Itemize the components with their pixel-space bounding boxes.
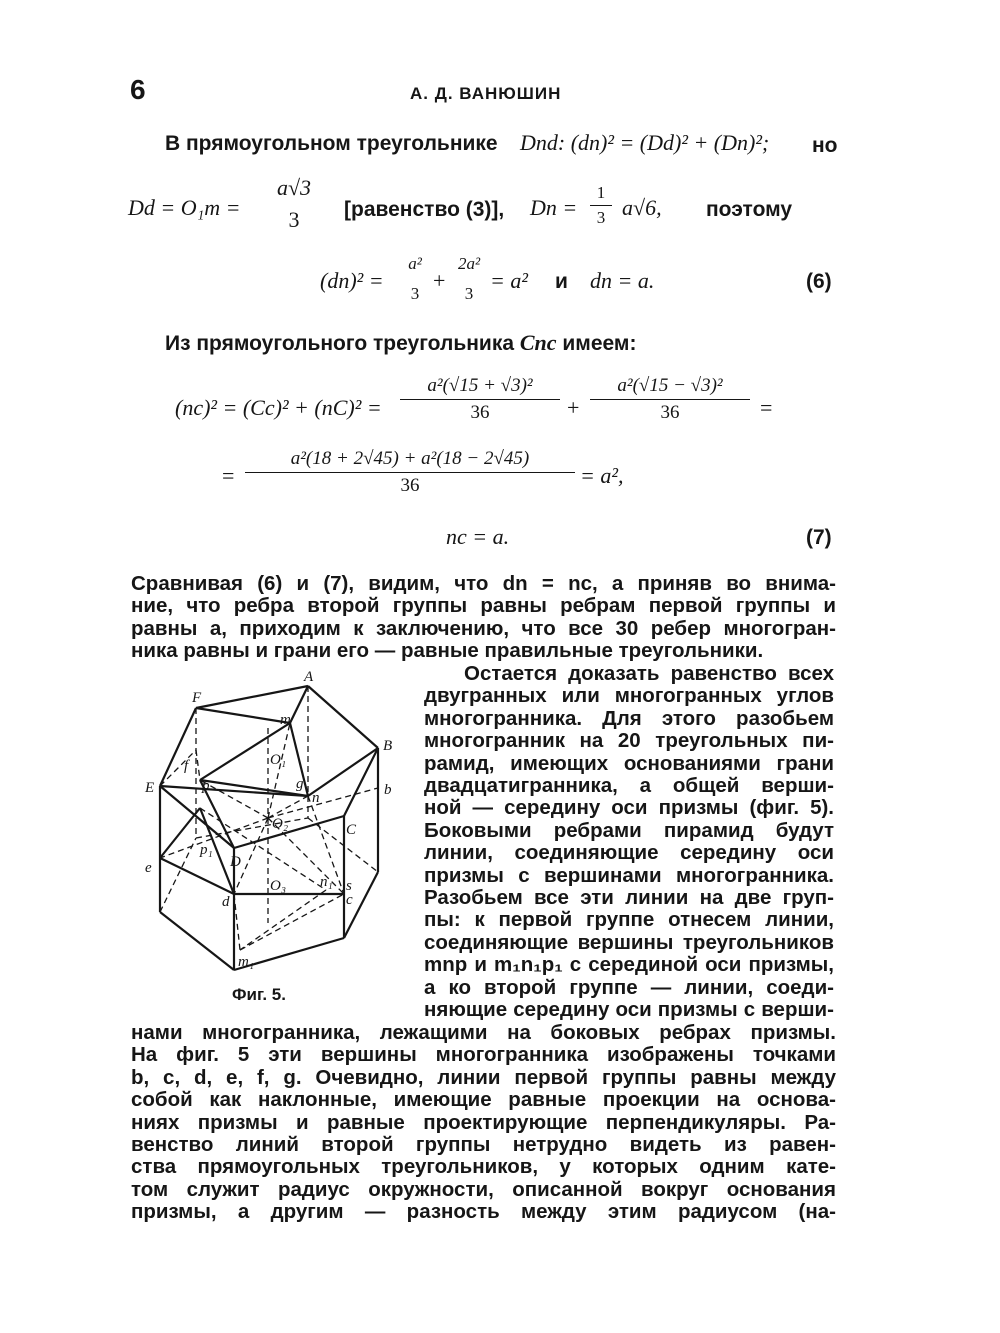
eq1-frac-a-sqrt3 xyxy=(264,175,324,233)
fig-label-C: C xyxy=(346,822,357,838)
paragraph-2-right-column xyxy=(424,663,834,1022)
fig-label-E: E xyxy=(145,780,155,796)
eq2-l2-rhs: = a², xyxy=(580,463,624,488)
eq1-frac-one-third xyxy=(590,183,612,228)
eq-label-7: (7) xyxy=(806,526,832,549)
eq1-line3-rhs: = a² xyxy=(490,268,528,293)
text-line: Остается доказать равенство всех xyxy=(464,662,834,685)
text-line: двугранных или многогранных углов xyxy=(424,684,834,708)
eq2-frac-plus xyxy=(400,375,560,424)
fig-label-s: s xyxy=(346,878,352,894)
frac-denominator: 3 xyxy=(410,284,420,303)
fig-label-b: b xyxy=(384,782,392,798)
text-line: няющие середину оси призмы с верши- xyxy=(424,998,834,1022)
fig-label-p: p xyxy=(202,778,210,794)
prism-bottom-edge-1 xyxy=(160,912,234,970)
text-line: ниях призмы и равные проектирующие перпендикуляры. Ра- xyxy=(131,1110,836,1134)
frac-denominator: 36 xyxy=(470,402,490,423)
fig-label-A: A xyxy=(304,669,314,685)
eq1-line2-ref: [равенство (3)], xyxy=(344,198,505,221)
hidden-bottom-1 xyxy=(160,838,196,912)
face-edge-n-B xyxy=(308,748,378,796)
text-line: собой как наклонные, имеющие равные проекции на основа- xyxy=(131,1088,836,1112)
paragraph-1 xyxy=(131,573,836,663)
fig-label-m1: m₁ xyxy=(238,954,255,970)
text-line: пы: к первой группе отнесем линии, xyxy=(424,908,834,932)
prism-top-edge-FA xyxy=(196,686,308,708)
text-line: многогранник на 20 треугольных пи- xyxy=(424,729,834,753)
text-line: ние, что ребра второй группы равны ребрам первой группы и xyxy=(131,594,836,618)
eq1-frac-2a2-3 xyxy=(450,254,488,304)
frac-denominator: 36 xyxy=(660,402,680,423)
prism-top-edge-AB xyxy=(308,686,378,748)
text-line: Разобьем все эти линии на две груп- xyxy=(424,886,834,910)
eq1-line2-dn: Dn = xyxy=(530,195,578,220)
text-line: линии, соединяющие середину оси xyxy=(424,841,834,865)
hidden-edge-f-p xyxy=(196,750,200,780)
eq2-intro-math: Cnc xyxy=(519,330,557,355)
fig-label-m: m xyxy=(280,712,291,728)
text-line: ника равны и грани его — равные правильные треугольники. xyxy=(131,639,764,663)
eq2-intro xyxy=(165,330,636,356)
frac-numerator: 2a² xyxy=(457,254,481,273)
fig-label-n1: n₁ xyxy=(320,874,333,890)
figure-5-polyhedron xyxy=(140,668,420,978)
fig-label-g: g xyxy=(296,776,304,792)
fig-label-D: D xyxy=(230,854,241,870)
text-line: призмы с вершинами многогранника. xyxy=(424,863,834,887)
prism-top-edge-EF xyxy=(160,708,196,786)
fig-label-O3: O₃ xyxy=(270,878,287,894)
figure-caption: Фиг. 5. xyxy=(232,985,286,1004)
fig-label-n: n xyxy=(312,790,320,806)
eq2-intro-text: Из прямоугольного треугольника xyxy=(165,332,520,355)
fraction-bar xyxy=(245,472,575,473)
running-title: А. Д. ВАНЮШИН xyxy=(410,84,562,103)
fig-label-e: e xyxy=(145,860,152,876)
eq2-l2-eq: = xyxy=(222,463,235,488)
eq1-line3-lhs: (dn)² = xyxy=(320,268,384,293)
eq-label-6: (6) xyxy=(806,270,832,293)
eq2-l1-eq: = xyxy=(760,395,773,420)
fig-label-B: B xyxy=(383,738,393,754)
face-edge-F-m xyxy=(196,708,290,723)
prism-top-edge-DE xyxy=(160,786,234,848)
text-line: венство линий второй группы нетрудно видеть из равен- xyxy=(131,1133,836,1157)
eq2-intro-end: имеем: xyxy=(556,332,637,355)
text-line: двадцатигранника, а общей верши- xyxy=(424,774,834,798)
eq1-line1-end: но xyxy=(812,134,838,157)
eq1-line2-tail: a√6, xyxy=(622,195,662,220)
frac-denominator: 3 xyxy=(288,207,300,232)
frac-numerator: a²(√15 + √3)² xyxy=(427,375,533,396)
paragraph-2-continued xyxy=(131,1022,836,1224)
fig-label-O1: O₁ xyxy=(270,752,287,768)
text-line: равны a, приходим к заключению, что все 30 ребер многогран- xyxy=(131,616,836,640)
hidden-edge-E-f xyxy=(160,750,196,786)
frac-denominator: 36 xyxy=(400,475,420,496)
eq1-line2-lhs: Dd = O₁m = xyxy=(128,195,241,220)
eq1-frac-a2-3 xyxy=(400,254,430,304)
fig-label-c: c xyxy=(346,892,353,908)
page-number: 6 xyxy=(130,74,146,105)
fraction-bar xyxy=(590,205,612,206)
fraction-bar xyxy=(590,399,750,400)
text-line: том служит радиус окружности, описанной вокруг основания xyxy=(131,1177,836,1201)
text-line: ства прямоугольных треугольников, у которых одним кате- xyxy=(131,1155,836,1179)
face-edge-E-n xyxy=(160,786,308,796)
prism-top-edge-BC xyxy=(344,748,378,816)
fig-label-F: F xyxy=(192,690,202,706)
fig-label-f: f xyxy=(184,758,189,774)
eq2-frac-minus xyxy=(590,375,750,424)
text-line: призмы, а другим — разность между этим радиусом (на- xyxy=(131,1200,836,1224)
eq1-line3-plus: + xyxy=(433,268,446,293)
text-line: mnp и m₁n₁p₁ с серединой оси призмы, xyxy=(424,953,834,977)
text-line: рамид, имеющих основаниями грани xyxy=(424,751,834,775)
frac-numerator: a²(√15 − √3)² xyxy=(617,375,723,396)
frac-numerator: a√3 xyxy=(276,175,312,200)
eq1-line1-math: Dnd: (dn)² = (Dd)² + (Dn)²; xyxy=(520,130,770,155)
text-line: нами многогранника, лежащими на боковых ребрах призмы. xyxy=(131,1021,836,1044)
text-line: Сравнивая (6) и (7), видим, что dn = nc, а приняв во внима- xyxy=(131,572,836,595)
eq2-l1-plus: + xyxy=(567,395,580,420)
text-line: Боковыми ребрами пирамид будут xyxy=(424,818,834,842)
fraction-bar xyxy=(400,399,560,400)
eq2-frac-sum xyxy=(245,448,575,497)
text-line: b, c, d, e, f, g. Очевидно, линии первой группы равны между xyxy=(131,1065,836,1089)
eq1-line3-dn: dn = a. xyxy=(590,268,655,293)
fig-label-d: d xyxy=(222,894,230,910)
hidden-edge-n1-m1 xyxy=(240,890,326,950)
eq1-line3-and: и xyxy=(555,270,568,293)
fig-label-p1: p₁ xyxy=(200,842,213,858)
text-line: а ко второй группе — линии, соеди- xyxy=(424,975,834,999)
hidden-bottom-2 xyxy=(196,818,308,838)
face-edge-pn xyxy=(200,780,308,796)
frac-numerator: a²(18 + 2√45) + a²(18 − 2√45) xyxy=(290,448,530,469)
eq1-line2-end: поэтому xyxy=(706,198,793,221)
text-line: многогранника. Для этого разобьем xyxy=(424,706,834,730)
text-line: На фиг. 5 эти вершины многогранника изображены точками xyxy=(131,1043,836,1067)
frac-numerator: a² xyxy=(408,254,422,273)
frac-denominator: 3 xyxy=(596,208,606,227)
fig-label-O2: O₂ xyxy=(272,816,289,832)
text-line: соединяющие вершины треугольников xyxy=(424,930,834,954)
text-line: ной — середину оси призмы (фиг. 5). xyxy=(424,796,834,820)
eq2-l1-lhs: (nc)² = (Cc)² + (nC)² = xyxy=(175,395,382,420)
eq2-l3: nc = a. xyxy=(446,524,510,549)
eq1-line1-text: В прямоугольном треугольнике xyxy=(165,132,498,155)
pyramid-edge-O2-m xyxy=(268,723,290,818)
frac-numerator: 1 xyxy=(596,183,606,202)
face-edge-m-A xyxy=(290,686,308,723)
frac-denominator: 3 xyxy=(464,284,474,303)
pyramid-edge-O2-n xyxy=(268,796,308,818)
